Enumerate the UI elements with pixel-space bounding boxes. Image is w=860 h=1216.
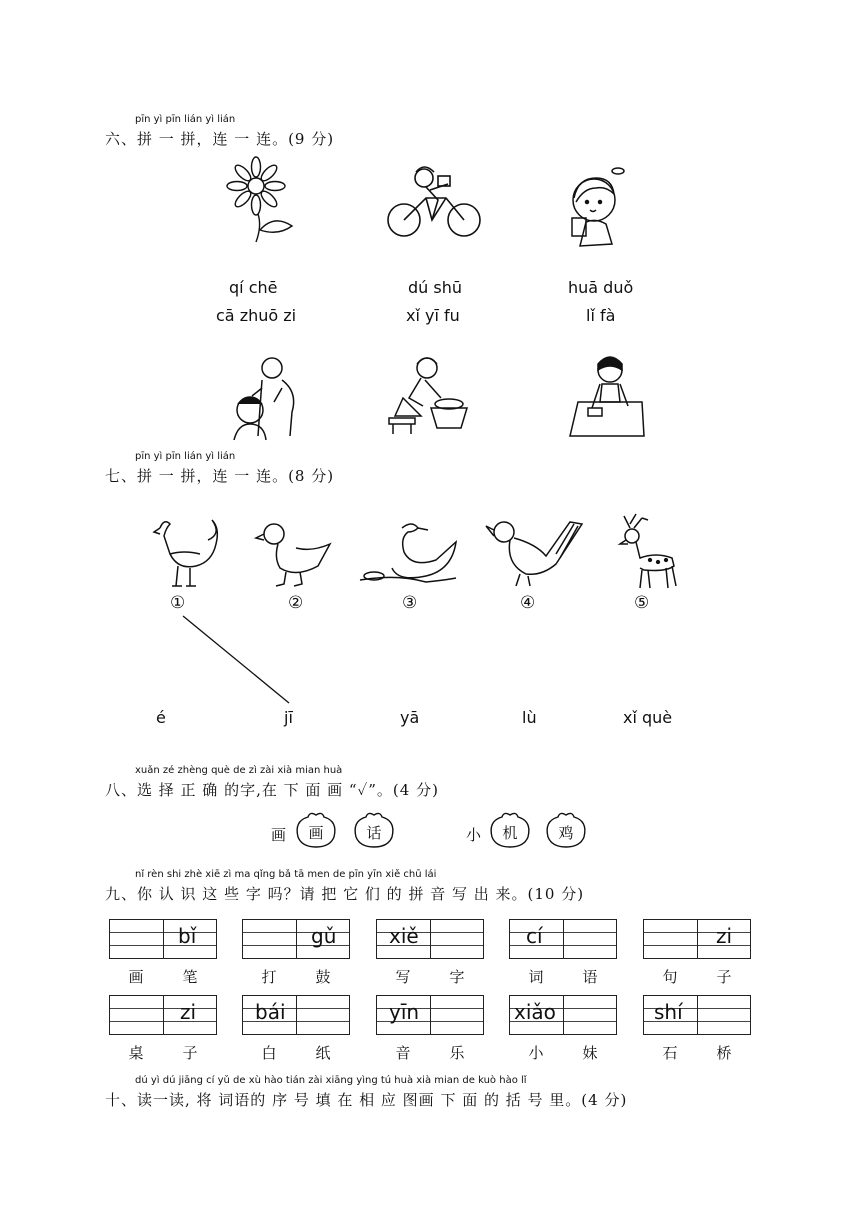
grid-words — [242, 1042, 350, 1063]
peach-option-label: 鸡 — [558, 824, 574, 842]
word-char: 桌 — [128, 1044, 144, 1062]
grid-words — [242, 966, 350, 987]
grid-words — [376, 1042, 484, 1063]
q6-pinyin-ca-zhuo-zi: cā zhuō zi — [216, 306, 297, 325]
word-char: 纸 — [315, 1044, 331, 1062]
grid-answer: bái — [255, 1000, 286, 1024]
pinyin-grid — [376, 919, 484, 959]
word-char: 打 — [261, 968, 277, 986]
grid-answer: yīn — [389, 1000, 420, 1024]
q7-pinyin-lu: lù — [522, 708, 537, 727]
q6-pinyin-qi-che: qí chē — [229, 278, 278, 297]
word-char: 子 — [716, 968, 732, 986]
grid-words — [643, 966, 751, 987]
q7-pinyin: pīn yì pīn lián yì lián — [135, 451, 236, 462]
q8-lead-hua: 画 — [271, 826, 287, 844]
grid-words — [109, 1042, 217, 1063]
grid-answer: xiě — [389, 924, 419, 948]
q7-number-3: ③ — [402, 593, 418, 613]
grid-words — [643, 1042, 751, 1063]
word-char: 句 — [662, 968, 678, 986]
pinyin-grid — [242, 919, 350, 959]
grid-answer: zi — [180, 1000, 197, 1024]
q7-text: 七、拼 一 拼，连 一 连。(8 分) — [105, 467, 335, 485]
q7-pinyin-ji: jī — [284, 708, 293, 727]
q6-pinyin: pīn yì pīn lián yì lián — [135, 114, 236, 125]
q8-lead-xiao: 小 — [466, 826, 482, 844]
word-char: 写 — [395, 968, 411, 986]
peach-option-label: 机 — [502, 824, 518, 842]
q7-pinyin-ya: yā — [400, 708, 420, 727]
word-char: 白 — [261, 1044, 277, 1062]
pinyin-grid — [643, 919, 751, 959]
word-char: 桥 — [716, 1044, 732, 1062]
q6-pinyin-li-fa: lǐ fà — [586, 306, 616, 325]
question-10-heading — [105, 1075, 628, 1110]
grid-words — [376, 966, 484, 987]
q9-text: 九、你 认 识 这 些 字 吗？请 把 它 们 的 拼 音 写 出 来。(10 分) — [105, 885, 585, 903]
grid-words — [109, 966, 217, 987]
pinyin-grid — [376, 995, 484, 1035]
grid-words — [509, 966, 617, 987]
q8-text: 八、选 择 正 确 的字,在 下 面 画 “✓”。(4 分) — [105, 781, 439, 799]
word-char: 妹 — [582, 1044, 598, 1062]
word-char: 鼓 — [315, 968, 331, 986]
word-char: 字 — [449, 968, 465, 986]
grid-answer: gǔ — [311, 924, 337, 948]
q7-number-5: ⑤ — [634, 593, 650, 613]
q7-number-1: ① — [170, 593, 186, 613]
grid-answer: xiǎo — [514, 1000, 556, 1024]
q6-pinyin-hua-duo: huā duǒ — [568, 278, 634, 297]
grid-answer: cí — [526, 924, 543, 948]
q7-pinyin-xi-que: xǐ què — [623, 708, 673, 727]
peach-option-ji-2[interactable] — [544, 811, 588, 849]
q7-number-4: ④ — [520, 593, 536, 613]
q10-pinyin: dú yì dú jiāng cí yǔ de xù hào tián zài xiāng yìng tú huà xià mian de kuò hào lǐ — [135, 1075, 527, 1086]
peach-option-label: 话 — [366, 824, 382, 842]
word-char: 画 — [128, 968, 144, 986]
grid-answer: bǐ — [178, 924, 197, 948]
pinyin-grid — [643, 995, 751, 1035]
question-9-heading — [105, 869, 585, 904]
q8-pinyin: xuǎn zé zhèng què de zì zài xià mian huà — [135, 765, 343, 776]
grid-answer: zi — [716, 924, 733, 948]
word-char: 小 — [528, 1044, 544, 1062]
word-char: 语 — [582, 968, 598, 986]
grid-answer: shí — [654, 1000, 683, 1024]
word-char: 音 — [395, 1044, 411, 1062]
q10-text: 十、读一读, 将 词语的 序 号 填 在 相 应 图画 下 面 的 括 号 里。(4 分) — [105, 1091, 628, 1109]
pinyin-grid — [109, 919, 217, 959]
pinyin-grid — [109, 995, 217, 1035]
q9-pinyin: nǐ rèn shi zhè xiē zì ma qǐng bǎ tā men de pīn yīn xiě chū lái — [135, 869, 437, 880]
grid-words — [509, 1042, 617, 1063]
pinyin-grid — [509, 919, 617, 959]
q7-number-2: ② — [288, 593, 304, 613]
word-char: 乐 — [449, 1044, 465, 1062]
q6-text: 六、拼 一 拼，连 一 连。(9 分) — [105, 130, 335, 148]
pinyin-grid — [242, 995, 350, 1035]
peach-option-label: 画 — [308, 824, 324, 842]
q7-pinyin-e: é — [156, 708, 166, 727]
word-char: 词 — [528, 968, 544, 986]
peach-option-hua-1[interactable] — [294, 811, 338, 849]
peach-option-hua-2[interactable] — [352, 811, 396, 849]
word-char: 笔 — [182, 968, 198, 986]
pinyin-grid — [509, 995, 617, 1035]
q6-pinyin-du-shu: dú shū — [408, 278, 462, 297]
word-char: 石 — [662, 1044, 678, 1062]
q6-pinyin-xi-yi-fu: xǐ yī fu — [406, 306, 460, 325]
question-8-heading — [105, 765, 439, 800]
peach-option-ji-1[interactable] — [488, 811, 532, 849]
word-char: 子 — [182, 1044, 198, 1062]
